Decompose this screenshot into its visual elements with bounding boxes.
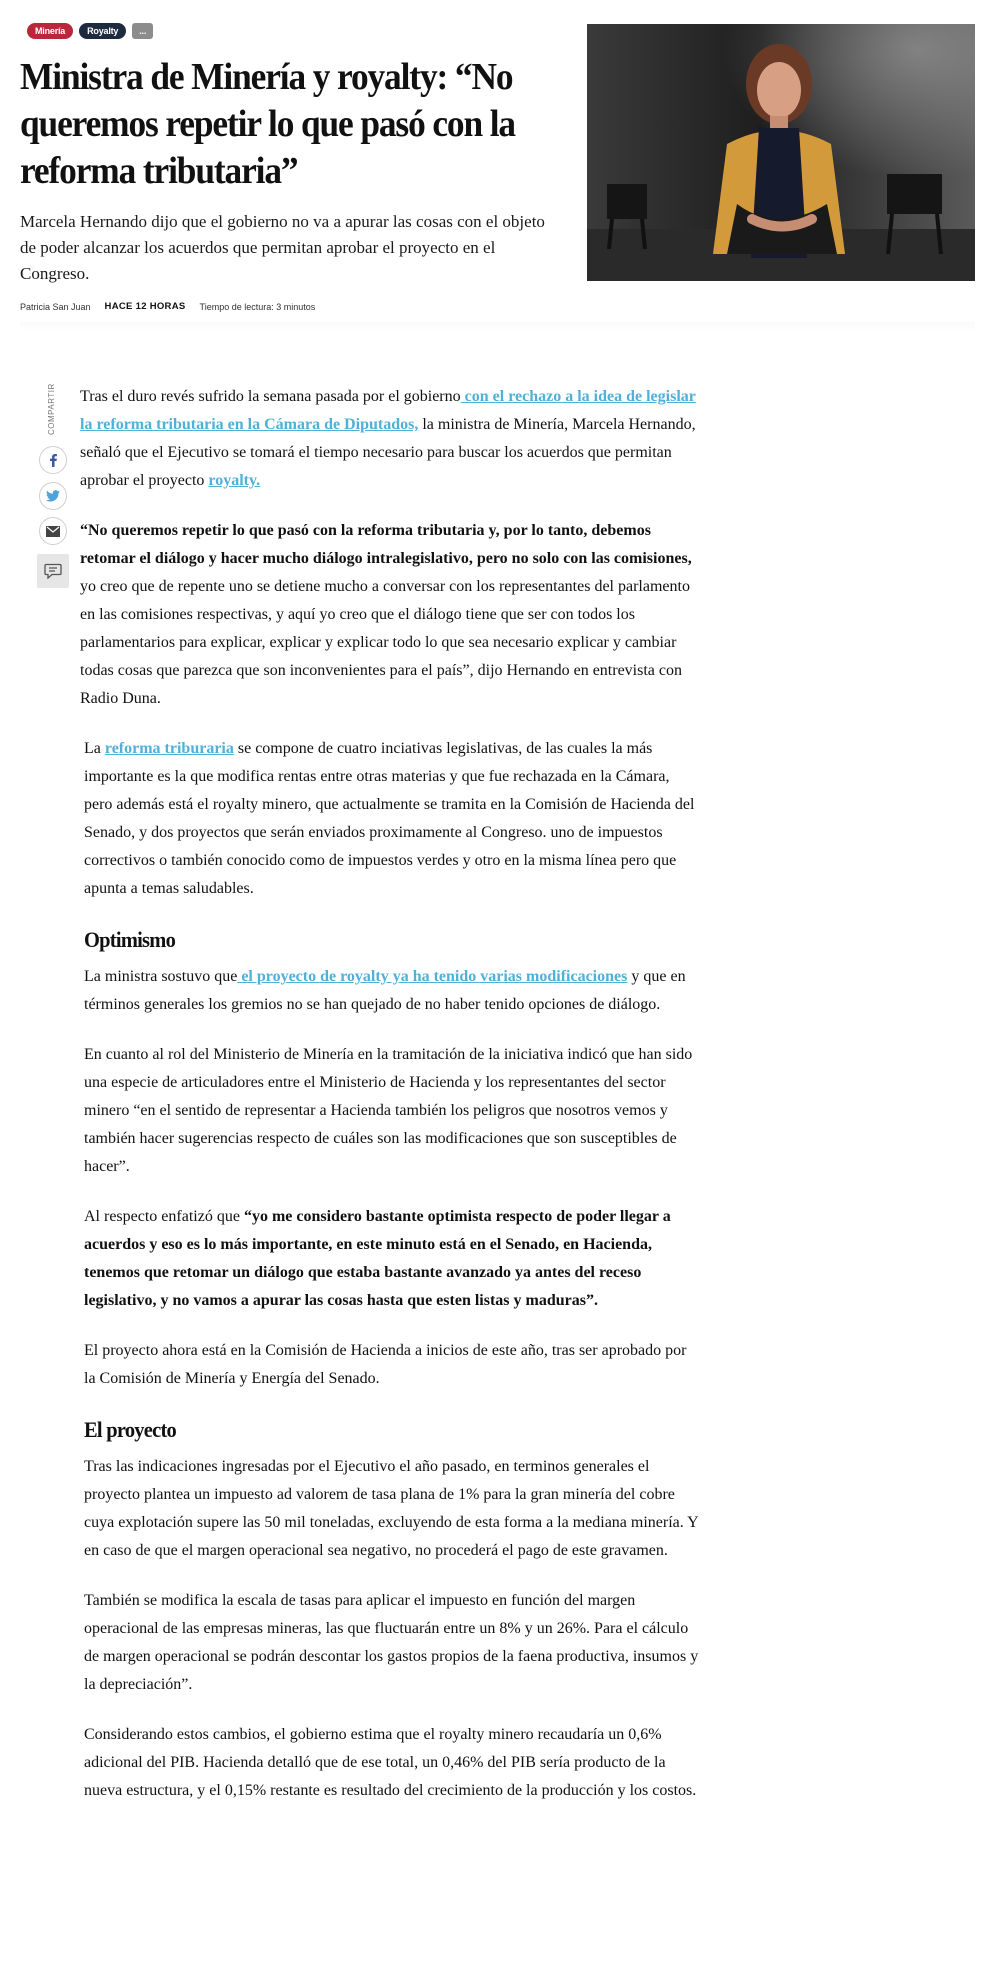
heading-optimismo: Optimismo	[84, 927, 176, 952]
twitter-icon	[46, 490, 60, 502]
paragraph-1-text-b: la ministra de Minería, Marcela Hernando, señaló que el Ejecutivo se tomará el tiempo necesario para buscar los acuerdos que permitan aprobar el proyecto	[80, 416, 696, 489]
share-mail-button[interactable]	[39, 517, 67, 545]
publish-time: HACE 12 HORAS	[104, 301, 186, 312]
hero-photo-illustration	[587, 24, 975, 281]
royalty-modifications-link[interactable]: el proyecto de royalty ya ha tenido varias modificaciones	[237, 968, 628, 985]
paragraph-6-text: Al respecto enfatizó que	[84, 1208, 244, 1225]
paragraph-2	[80, 517, 700, 713]
header-separator	[20, 322, 975, 332]
paragraph-3-text-b: se compone de cuatro inciativas legislativas, de las cuales la más importante es la que modifica rentas entre otras materias y que fue rechazada en la Cámara, pero además está el royalty minero, que actualmente se tramita en la Comisión de Hacienda del Senado, y dos proyectos que serán enviados proximamente al Congreso. uno de impuestos correctivos o también conocido como de impuestos verdes y otro en la misma línea pero que apunta a temas saludables.	[84, 740, 695, 897]
royalty-link[interactable]: royalty.	[208, 472, 261, 489]
hero-image	[587, 24, 975, 281]
paragraph-8: Tras las indicaciones ingresadas por el Ejecutivo el año pasado, en terminos generales el proyecto plantea un impuesto ad valorem de tasa plana de 1% para la gran minería del cobre cuya explotación supere las 50 mil toneladas, excluyendo de esta forma a la mediana minería. Y en caso de que el margen operacional sea negativo, no procederá el pago de este gravamen.	[84, 1458, 699, 1559]
paragraph-7: El proyecto ahora está en la Comisión de Hacienda a inicios de este año, tras ser aprobado por la Comisión de Minería y Energía del Senado.	[84, 1342, 687, 1387]
paragraph-9: También se modifica la escala de tasas para aplicar el impuesto en función del margen operacional de las empresas mineras, las que fluctuarán entre un 8% y un 26%. Para el cálculo de margen operacional se podrán descontar los gastos propios de la faena productiva, insumos y la depreciación”.	[84, 1592, 699, 1693]
paragraph-5: En cuanto al rol del Ministerio de Minería en la tramitación de la iniciativa indicó que han sido una especie de articuladores entre el Ministerio de Hacienda y los representantes del sector minero “en el sentido de representar a Hacienda también los peligros que nosotros vemos y también hacer sugerencias respecto de cuáles son las modificaciones que son susceptibles de hacer”.	[84, 1046, 693, 1175]
tag-list	[27, 23, 153, 39]
article-body	[80, 383, 700, 1827]
paragraph-6-quote: “yo me considero bastante optimista respecto de poder llegar a acuerdos y eso es lo más importante, en este minuto está en el Senado, en Hacienda, tenemos que retomar un diálogo que estaba bastante avanzado ya antes del receso legislativo, y no vamos a apurar las cosas hasta que esten listas y maduras”.	[84, 1208, 671, 1309]
tag-royalty[interactable]: Royalty	[79, 23, 126, 39]
author-name[interactable]: Patricia San Juan	[20, 301, 91, 312]
mail-icon	[46, 526, 60, 537]
byline	[20, 301, 315, 312]
paragraph-2-quote: “No queremos repetir lo que pasó con la reforma tributaria y, por lo tanto, debemos retomar el diálogo y hacer mucho diálogo intralegislativo, pero no solo con las comisiones,	[80, 522, 692, 567]
tag-mineria[interactable]: Minería	[27, 23, 73, 39]
facebook-icon	[47, 453, 59, 467]
paragraph-4-text-a: La ministra sostuvo que	[84, 968, 238, 985]
paragraph-1	[80, 383, 700, 495]
comment-icon	[44, 563, 62, 579]
share-facebook-button[interactable]	[39, 446, 67, 474]
heading-el-proyecto: El proyecto	[84, 1417, 177, 1442]
paragraph-1-text-a: Tras el duro revés sufrido la semana pasada por el gobierno	[80, 388, 461, 405]
reforma-tributaria-link[interactable]: reforma triburaria	[104, 740, 234, 757]
more-tags-button[interactable]: ...	[132, 23, 153, 39]
tax-reform-rejection-link[interactable]: con el rechazo a la idea de legislar la reforma tributaria en la Cámara de Diputados,	[80, 388, 696, 433]
reading-time: Tiempo de lectura: 3 minutos	[199, 301, 316, 312]
comments-button[interactable]	[37, 554, 69, 588]
paragraph-6	[84, 1203, 700, 1315]
paragraph-4-text-b: y que en términos generales los gremios no se han quejado de no haber tenido opciones de diálogo.	[84, 968, 686, 1013]
share-label: COMPARTIR	[47, 383, 56, 436]
article-title: Ministra de Minería y royalty: “No queremos repetir lo que pasó con la reforma tributaria”	[20, 56, 515, 192]
paragraph-4	[84, 963, 700, 1019]
paragraph-3	[84, 735, 700, 903]
paragraph-2-text: yo creo que de repente uno se detiene mucho a conversar con los representantes del parlamento en las comisiones respectivas, y aquí yo creo que el diálogo tiene que ser con todos los parlamentarios para explicar, explicar y explicar todo lo que sea necesario explicar y cambiar todas cosas que parezca que son inconvenientes para el país”, dijo Hernando en entrevista con Radio Duna.	[80, 578, 690, 707]
paragraph-10: Considerando estos cambios, el gobierno estima que el royalty minero recaudaría un 0,6% adicional del PIB. Hacienda detalló que de ese total, un 0,46% del PIB sería producto de la nueva estructura, y el 0,15% restante es resultado del crecimiento de la producción y los costos.	[84, 1726, 697, 1799]
share-twitter-button[interactable]	[39, 482, 67, 510]
paragraph-3-text-a: La	[84, 740, 105, 757]
article-subtitle: Marcela Hernando dijo que el gobierno no va a apurar las cosas con el objeto de poder alcanzar los acuerdos que permitan aprobar el proyecto en el Congreso.	[20, 212, 545, 283]
